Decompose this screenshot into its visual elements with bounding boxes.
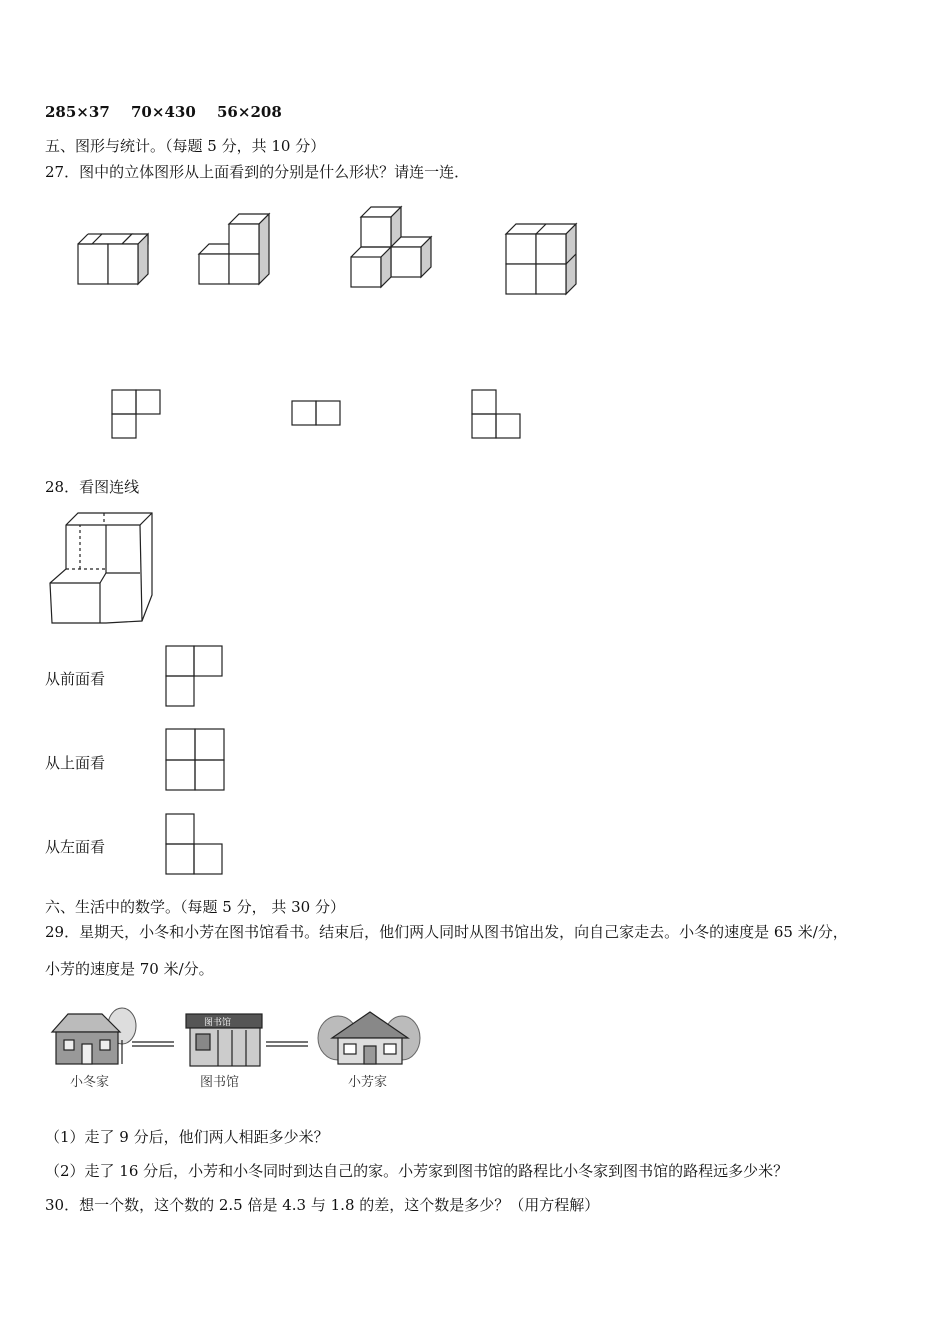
q28-text: 28．看图连线 xyxy=(45,478,140,496)
calc-row xyxy=(45,102,298,122)
calc-item: 70×430 xyxy=(131,103,196,121)
q30-text: 30．想一个数，这个数的 2.5 倍是 4.3 与 1.8 的差，这个数是多少？（用方程解） xyxy=(45,1196,600,1214)
q27-view-3 xyxy=(471,389,523,441)
q27-solid-1 xyxy=(76,230,156,290)
q29-sub1: （1）走了 9 分后，他们两人相距多少米？ xyxy=(45,1128,329,1146)
q27-view-1 xyxy=(111,389,163,441)
q29-illustration xyxy=(46,1004,426,1094)
q28-label-front: 从前面看 xyxy=(45,670,106,688)
section5-title: 五、图形与统计。（每题 5 分，共 10 分） xyxy=(45,137,326,155)
q29-line2: 小芳的速度是 70 米/分。 xyxy=(45,960,214,978)
section6-title: 六、生活中的数学。（每题 5 分， 共 30 分） xyxy=(45,898,345,916)
q27-text: 27．图中的立体图形从上面看到的分别是什么形状？请连一连． xyxy=(45,163,470,181)
label-library: 图书馆 xyxy=(200,1075,240,1090)
q27-solid-4 xyxy=(503,222,583,302)
q28-view-left xyxy=(164,812,226,878)
label-xiaodong-home: 小冬家 xyxy=(70,1075,110,1090)
label-xiaofang-home: 小芳家 xyxy=(348,1075,388,1090)
q28-label-top: 从上面看 xyxy=(45,754,106,772)
q29-sub2: （2）走了 16 分后，小芳和小冬同时到达自己的家。小芳家到图书馆的路程比小冬家到图书馆的路程远多少米？ xyxy=(45,1162,789,1180)
q28-view-front xyxy=(164,644,226,710)
library-sign: 图书馆 xyxy=(204,1018,232,1028)
q27-view-2 xyxy=(291,400,343,428)
q29-line1: 29．星期天，小冬和小芳在图书馆看书。结束后，他们两人同时从图书馆出发，向自己家走去。小冬的速度是 65 米/分， xyxy=(45,923,848,941)
calc-item: 56×208 xyxy=(217,103,282,121)
q27-solid-3 xyxy=(348,205,438,295)
xiaofang-house-icon xyxy=(318,1012,420,1064)
calc-item: 285×37 xyxy=(45,103,110,121)
q27-solid-2 xyxy=(196,212,276,292)
q28-label-left: 从左面看 xyxy=(45,838,106,856)
q28-view-top xyxy=(164,727,228,793)
q28-solid xyxy=(46,511,158,627)
xiaodong-house-icon xyxy=(52,1008,136,1064)
